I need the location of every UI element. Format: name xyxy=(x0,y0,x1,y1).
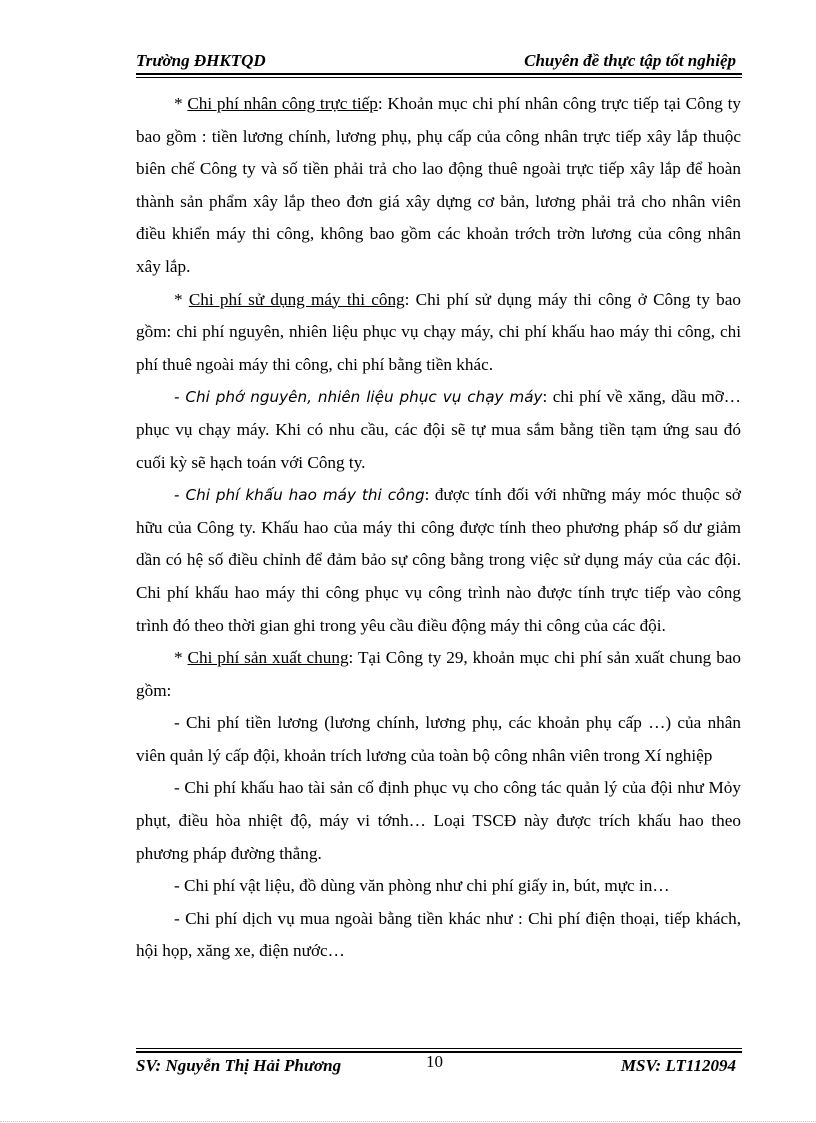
header-title: Chuyên đề thực tập tốt nghiệp xyxy=(524,51,736,70)
paragraph-fuel-cost: - Chi phớ nguyên, nhiên liệu phục vụ chạy máy: chi phí về xăng, dầu mỡ… phục vụ chạy máy. Khi có nhu cầu, các đội sẽ tự mua sắm bằng tiền tạm ứng sau đó cuối kỳ sẽ hạch toán với Công ty. xyxy=(136,387,741,472)
document-body xyxy=(136,88,741,968)
paragraph-direct-labor: * Chi phí nhân công trực tiếp: Khoản mục chi phí nhân công trực tiếp tại Công ty bao gồm : tiền lương chính, lương phụ, phụ cấp của công nhân trực tiếp xây lắp thuộc biên chế Công ty và số tiền phải trả cho lao động thuê ngoài trực tiếp xây lắp để hoàn thành sản phẩm xây lắp theo đơn giá xây dựng cơ bản, lương phải trả cho nhân viên điều khiển máy thi công, không bao gồm các khoản trớch trờn lương của công nhân xây lắp. xyxy=(136,94,741,276)
page-edge-divider xyxy=(0,1121,816,1122)
heading-direct-labor: Chi phí nhân công trực tiếp xyxy=(187,94,378,113)
paragraph-services: - Chi phí dịch vụ mua ngoài bằng tiền khác như : Chi phí điện thoại, tiếp khách, hội họp, xăng xe, điện nước… xyxy=(136,908,741,961)
paragraph-salary: - Chi phí tiền lương (lương chính, lương phụ, các khoản phụ cấp …) của nhân viên quản lý cấp đội, khoản trích lương của toàn bộ công nhân viên trong Xí nghiệp xyxy=(136,713,741,765)
paragraph-depreciation: - Chi phí khấu hao máy thi công: được tính đối với những máy móc thuộc sở hữu của Công ty. Khấu hao của máy thi công được tính theo phương pháp số dư giảm dần có hệ số điều chỉnh để đảm bảo sự công bằng trong việc sử dụng máy của các đội. Chi phí khấu hao máy thi công phục vụ công trình nào được tính trực tiếp vào công trình đó theo thời gian ghi trong yêu cầu điều động máy thi công của các đội. xyxy=(136,485,742,635)
footer-student-name: SV: Nguyễn Thị Hải Phương xyxy=(136,1056,342,1075)
heading-fuel-cost: Chi phớ nguyên, nhiên liệu phục vụ chạy máy xyxy=(185,388,543,407)
heading-overhead: Chi phí sản xuất chung xyxy=(187,648,349,668)
paragraph-office-supplies: - Chi phí vật liệu, đồ dùng văn phòng như chi phí giấy in, bút, mực in… xyxy=(174,876,670,896)
header-rule-thick xyxy=(136,73,742,75)
paragraph-machine-cost: * Chi phí sử dụng máy thi công: Chi phí sử dụng máy thi công ở Công ty bao gồm: chi phí nguyên, nhiên liệu phục vụ chạy máy, chi phí khấu hao máy thi công, chi phí thuê ngoài máy thi công, chi phí bằng tiền khác. xyxy=(136,289,741,374)
footer-rule-thin xyxy=(136,1048,742,1049)
page-number: 10 xyxy=(426,1052,443,1071)
page-header xyxy=(136,46,742,74)
heading-machine-cost: Chi phí sử dụng máy thi công xyxy=(188,289,405,309)
paragraph-overhead: * Chi phí sản xuất chung: Tại Công ty 29, khoản mục chi phí sản xuất chung bao gồm: xyxy=(136,648,742,700)
heading-depreciation: Chi phí khấu hao máy thi công xyxy=(185,486,425,505)
page-footer xyxy=(136,1048,742,1082)
header-school: Trường ĐHKTQD xyxy=(136,51,266,70)
paragraph-fixed-assets: - Chi phí khấu hao tài sản cố định phục vụ cho công tác quản lý của đội như Mỏy phụt, điều hòa nhiệt độ, máy vi tớnh… Loại TSCĐ này được trích khấu hao theo phương pháp đường thẳng. xyxy=(136,778,741,863)
footer-student-id: MSV: LT112094 xyxy=(620,1056,736,1075)
header-rule-thin xyxy=(136,77,742,78)
